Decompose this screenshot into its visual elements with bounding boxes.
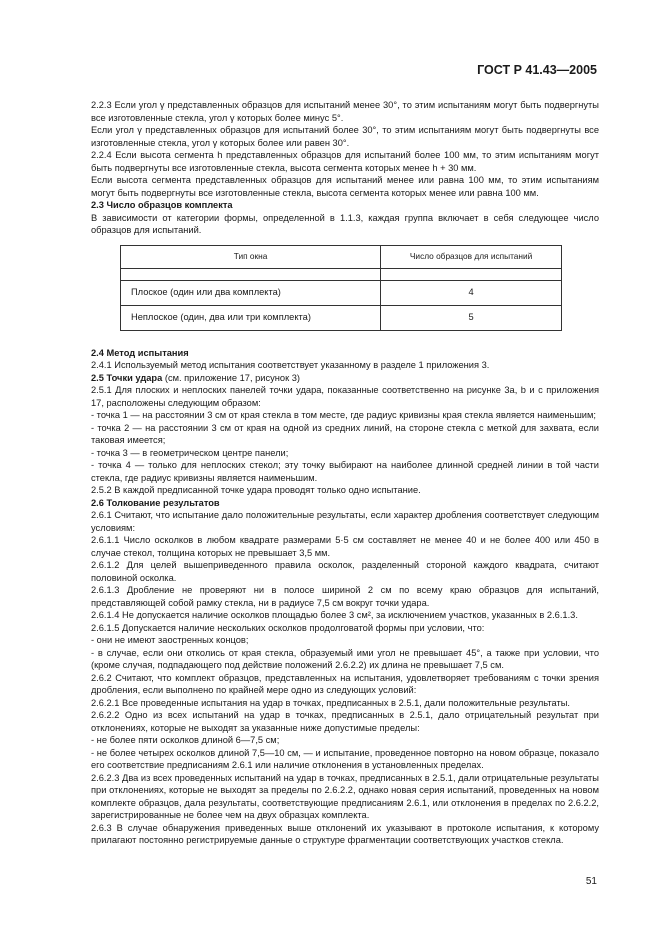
list-item: - точка 3 — в геометрическом центре панели;: [91, 447, 289, 458]
paragraph-text: 2.2.4 Если высота сегмента h представленных образцов для испытаний более 100 мм, то этим испытаниям могут быть подвергнуты все изготовленные стекла, высота сегмента которых менее h + 30 мм.: [91, 150, 599, 173]
table-spacer-row: [121, 268, 562, 280]
paragraph: 2.6.1.1 Число осколков в любом квадрате размерами 5·5 см составляет не менее 40 и не более 400 или 450 в случае стекол, толщина которых не превышает 3,5 мм.: [91, 535, 599, 558]
table-cell-sample-count: 4: [381, 280, 562, 305]
paragraph: 2.6.3 В случае обнаружения приведенных выше отклонений их указывают в протоколе испытания, к которому прилагают постоянно регистрируемые данные о структуре фрагментации соответствующих участков стекла.: [91, 822, 599, 845]
paragraph: [91, 149, 599, 174]
samples-table: [120, 245, 562, 331]
paragraph: 2.6.1 Считают, что испытание дало положительные результаты, если характер дробления соответствует следующим условиям:: [91, 510, 599, 533]
paragraph: 2.6.2.2 Одно из всех испытаний на удар в точках, предписанных в 2.5.1, дало отрицательный результат при отклонениях, которые не выходят за указанные ниже допустимые пределы:: [91, 710, 599, 733]
list-item: - точка 2 — на расстоянии 3 см от края на одной из средних линий, на стороне стекла с меткой для захвата, если таковая имеется;: [91, 422, 599, 445]
table-header-row: [121, 245, 562, 268]
list-item: - точка 1 — на расстоянии 3 см от края стекла в том месте, где радиус кривизны края стекла является наименьшим;: [91, 410, 596, 420]
paragraph: 2.6.1.5 Допускается наличие нескольких осколков продолговатой формы при условии, что:: [91, 622, 485, 633]
table-cell-window-type: Неплоское (один, два или три комплекта): [121, 305, 381, 330]
list-item: - они не имеют заостренных концов;: [91, 635, 249, 645]
section-heading: 2.5 Точки удара: [91, 372, 163, 383]
table-row: [121, 280, 562, 305]
document-header: ГОСТ Р 41.43—2005: [477, 63, 597, 77]
list-item: - не более пяти осколков длиной 6—7,5 см;: [91, 735, 280, 745]
section-heading-ref: (см. приложение 17, рисунок 3): [162, 372, 301, 383]
paragraph-text: Если высота сегмента представленных образцов для испытаний менее или равна 100 мм, то этим испытаниям могут быть подвергнуты все изготовленные стекла, высота сегмента которых менее или равна 100 мм.: [91, 175, 599, 198]
paragraph: 2.5.1 Для плоских и неплоских панелей точки удара, показанные соответственно на рисунке 3а, b и с приложения 17, расположены следующим образом:: [91, 385, 599, 408]
paragraph: [91, 124, 599, 149]
paragraph: 2.6.1.2 Для целей вышеприведенного правила осколок, разделенный стороной каждого квадрата, считают половиной осколка.: [91, 560, 599, 583]
paragraph: 2.6.2.3 Два из всех проведенных испытаний на удар в точках, предписанных в 2.5.1, дали отрицательные результаты при отклонениях, которые не выходят за пределы по 2.6.2.2, однако новая серия испытаний, проведенных на новом комплекте образцов, дала результаты, соответствующие предписаниям 2.6.1, или отклонения в пределах по 2.6.2.2, зарегистрированные не более чем на двух образцах комплекта.: [91, 772, 599, 820]
paragraph: 2.6.1.3 Дробление не проверяют ни в полосе шириной 2 см по всему краю образцов для испытаний, представляющей собой рамку стекла, ни в радиусе 7,5 см вокруг точки удара.: [91, 585, 599, 608]
list-item: - точка 4 — только для неплоских стекол; эту точку выбирают на наиболее длинной средней линии в той части стекла, где радиус кривизны является наименьшим.: [91, 460, 599, 483]
list-item: - не более четырех осколков длиной 7,5—10 см, — и испытание, проведенное повторно на новом образце, показало его соответствие предписаниям 2.6.1 или наличие отклонения в установленных пределах.: [91, 747, 599, 770]
table-header-window-type: Тип окна: [121, 245, 381, 268]
section-heading-with-ref: [91, 372, 599, 385]
document-body: [91, 99, 599, 847]
table-row: [121, 305, 562, 330]
section-heading: 2.4 Метод испытания: [91, 347, 189, 358]
paragraph: В зависимости от категории формы, определенной в 1.1.3, каждая группа включает в себя следующее число образцов для испытаний.: [91, 212, 599, 235]
paragraph: [91, 99, 599, 124]
table-cell-sample-count: 5: [381, 305, 562, 330]
paragraph-text: 2.2.3 Если угол γ представленных образцов для испытаний менее 30°, то этим испытаниям могут быть подвергнуты все изготовленные стекла, угол γ которых более минус 5°.: [91, 100, 599, 123]
paragraph: 2.6.2.1 Все проведенные испытания на удар в точках, предписанных в 2.5.1, дали положительные результаты.: [91, 697, 571, 708]
table-header-sample-count: Число образцов для испытаний: [381, 245, 562, 268]
list-item: - в случае, если они отколись от края стекла, образуемый ими угол не превышает 45°, а также при условии, что (кроме случая, подпадающего под действие положений 2.6.2.2) их длина не превышает 7,5 см.: [91, 647, 599, 670]
table-cell-window-type: Плоское (один или два комплекта): [121, 280, 381, 305]
paragraph: 2.6.2 Считают, что комплект образцов, представленных на испытания, удовлетворяет требованиям с точки зрения дробления, если выполнено по крайней мере одно из следующих условий:: [91, 672, 599, 695]
section-heading: 2.6 Толкование результатов: [91, 497, 220, 508]
paragraph: 2.5.2 В каждой предписанной точке удара проводят только одно испытание.: [91, 485, 421, 495]
paragraph-text: Если угол γ представленных образцов для испытаний более 30°, то этим испытаниям могут быть подвергнуты все изготовленные стекла, угол γ которых более или равен 30°.: [91, 125, 599, 148]
section-heading: 2.3 Число образцов комплекта: [91, 200, 233, 210]
paragraph: 2.4.1 Используемый метод испытания соответствует указанному в разделе 1 приложения 3.: [91, 360, 490, 370]
paragraph: 2.6.1.4 Не допускается наличие осколков площадью более 3 см², за исключением участков, указанных в 2.6.1.3.: [91, 610, 578, 620]
paragraph: [91, 174, 599, 199]
page-number: 51: [585, 876, 597, 887]
